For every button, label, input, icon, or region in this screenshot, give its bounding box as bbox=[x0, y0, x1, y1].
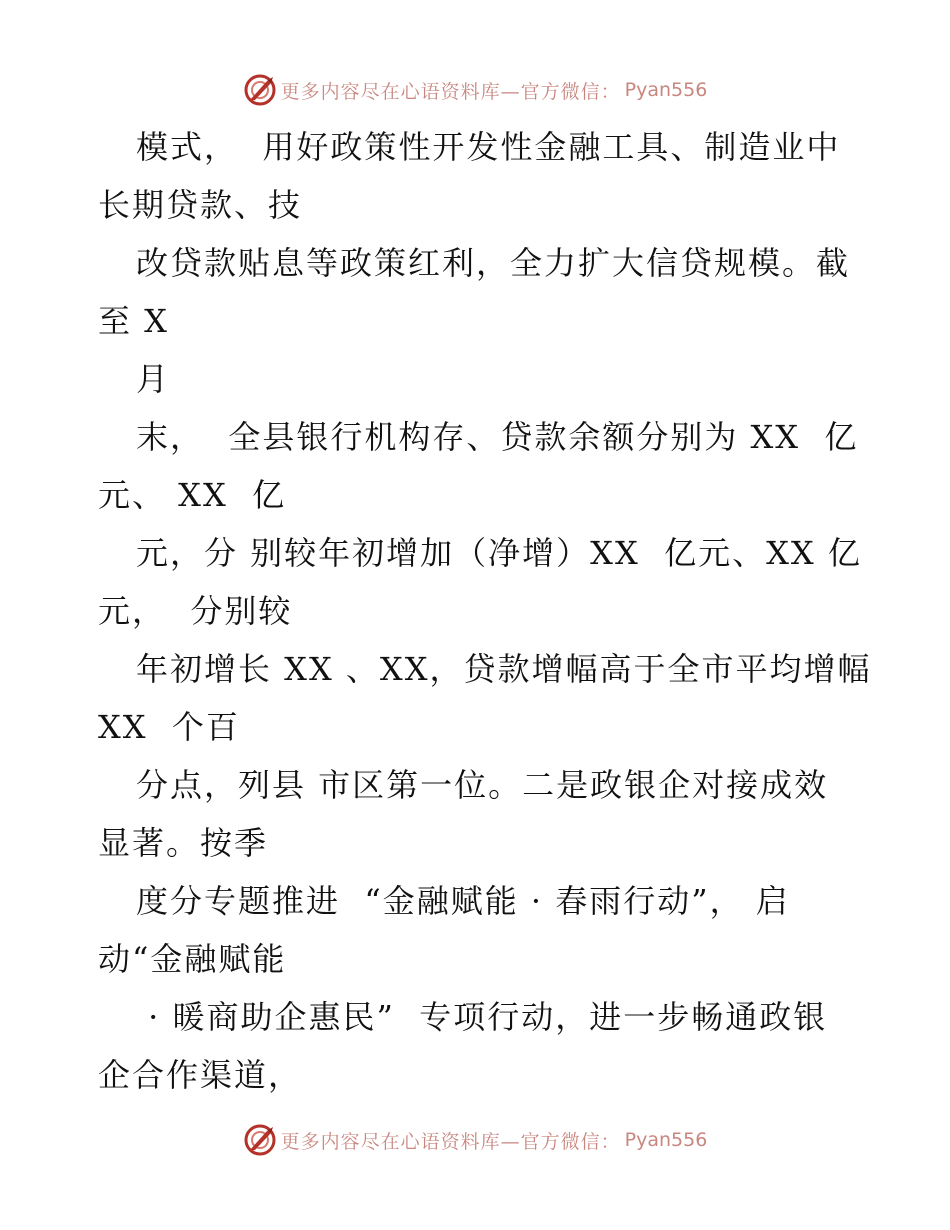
banner-text: 更多内容尽在心语资料库—官方微信： bbox=[280, 80, 621, 103]
banner-wechat-id: Pyan556 bbox=[624, 1129, 708, 1151]
text-line: 度分专题推进 “金融赋能 · 春雨行动”， 启 bbox=[136, 882, 790, 920]
text-line: 至 X bbox=[98, 302, 169, 340]
text-line: 显著。按季 bbox=[98, 824, 269, 862]
text-line: 改贷款贴息等政策红利，全力扩大信贷规模。截 bbox=[136, 244, 851, 282]
text-line: 企合作渠道， bbox=[98, 1056, 303, 1094]
text-line: 末， 全县银行机构存、贷款余额分别为 XX 亿 bbox=[136, 418, 859, 456]
quill-logo-icon bbox=[243, 1123, 277, 1157]
banner-wechat-id: Pyan556 bbox=[624, 79, 708, 101]
text-line: 元、 XX 亿 bbox=[98, 476, 287, 514]
text-line: XX 个百 bbox=[98, 708, 240, 746]
quill-logo-icon bbox=[243, 73, 277, 107]
text-line: 分点，列县 市区第一位。二是政银企对接成效 bbox=[136, 766, 829, 804]
header-banner bbox=[0, 70, 950, 110]
text-line: 长期贷款、技 bbox=[98, 186, 303, 224]
document-body bbox=[98, 118, 872, 1104]
text-line: 动“金融赋能 bbox=[98, 940, 287, 978]
text-line: · 暖商助企惠民” 专项行动，进一步畅通政银 bbox=[136, 998, 828, 1036]
text-line: 年初增长 XX 、XX，贷款增幅高于全市平均增幅 bbox=[136, 650, 872, 688]
footer-banner bbox=[0, 1120, 950, 1160]
text-line: 月 bbox=[136, 360, 171, 398]
text-line: 元，分 别较年初增加（净增）XX 亿元、XX 亿 bbox=[136, 534, 862, 572]
text-line: 模式， 用好政策性开发性金融工具、制造业中 bbox=[136, 128, 841, 166]
text-line: 元， 分别较 bbox=[98, 592, 293, 630]
banner-text: 更多内容尽在心语资料库—官方微信： bbox=[280, 1130, 621, 1153]
